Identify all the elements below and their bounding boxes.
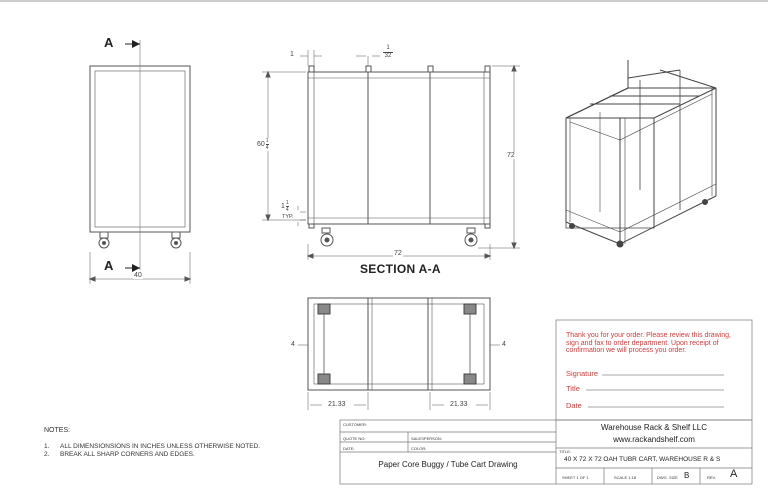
section-left-caster	[321, 228, 333, 246]
front-width-dim: 40	[134, 272, 142, 279]
dim-left-top: 1	[290, 51, 294, 58]
section-view	[262, 50, 520, 260]
dim-typ: TYP.	[282, 214, 294, 220]
top-view	[298, 298, 500, 410]
tb-date-label: DATE:	[343, 446, 355, 451]
top-dim-bottom-left: 21.33	[328, 401, 346, 408]
dim-bottom-num: 1	[285, 200, 289, 206]
note-text: ALL DIMENSIONSIONS IN INCHES UNLESS OTHERWISE NOTED.	[60, 443, 261, 450]
dwg-size-value: B	[684, 471, 690, 480]
dim-top-gap	[383, 45, 393, 60]
title-label: Title	[566, 384, 580, 393]
note-number: 2.	[44, 451, 50, 458]
part-title-label: TITLE:	[559, 449, 572, 454]
salesperson-label: SALESPERSON:	[411, 436, 442, 441]
quote-label: QUOTE NO:	[343, 436, 366, 441]
note-number: 1.	[44, 443, 50, 450]
dim-top-gap-den: 32	[384, 53, 392, 59]
top-dim-right: 4	[502, 341, 506, 348]
section-right-caster	[465, 228, 477, 246]
dwg-size-label: DWG. SIZE	[657, 475, 678, 480]
dim-height-whole: 60	[257, 141, 265, 148]
top-dim-left: 4	[291, 341, 295, 348]
dim-total-height: 72	[507, 152, 515, 159]
section-letter-bottom: A	[104, 258, 114, 273]
sheet-label: SHEET 1 OF 1	[562, 475, 589, 480]
order-message: Thank you for your order. Please review this drawing, sign and fax to order department. Upon receipt of confirmation we will process you order.	[566, 332, 731, 355]
scale-label: SCALE 1:18	[614, 475, 637, 480]
customer-label: CUSTOMER:	[343, 422, 367, 427]
company-url: www.rackandshelf.com	[613, 435, 695, 444]
note-item	[44, 443, 260, 451]
section-title: SECTION A-A	[360, 262, 441, 276]
dim-bottom-den: 4	[285, 207, 289, 213]
color-label: COLOR:	[411, 446, 427, 451]
top-dim-bottom-right: 21.33	[450, 401, 468, 408]
dim-top-gap-num: 1	[386, 45, 390, 51]
notes-list	[44, 443, 260, 459]
front-left-caster	[99, 232, 109, 248]
company-name: Warehouse Rack & Shelf LLC	[601, 423, 707, 432]
dim-bottom	[281, 200, 289, 213]
rev-label: REV.	[707, 475, 716, 480]
drawing-title: Paper Core Buggy / Tube Cart Drawing	[378, 460, 518, 469]
dim-width: 72	[394, 250, 402, 257]
dim-height-num: 1	[265, 138, 269, 144]
date-label: Date	[566, 401, 582, 410]
part-title: 40 X 72 X 72 OAH TUBR CART, WAREHOUSE R & S	[564, 456, 721, 463]
front-view	[90, 40, 190, 284]
notes-heading: NOTES:	[44, 427, 71, 434]
front-right-caster	[171, 232, 181, 248]
rev-value: A	[730, 468, 738, 480]
note-item	[44, 451, 260, 459]
dim-height	[257, 138, 269, 151]
note-text: BREAK ALL SHARP CORNERS AND EDGES.	[60, 451, 195, 458]
signature-label: Signature	[566, 369, 599, 378]
dim-height-den: 4	[265, 145, 269, 151]
section-letter-top: A	[104, 35, 114, 50]
dim-bottom-whole: 1	[281, 203, 285, 210]
isometric-view	[566, 60, 716, 247]
